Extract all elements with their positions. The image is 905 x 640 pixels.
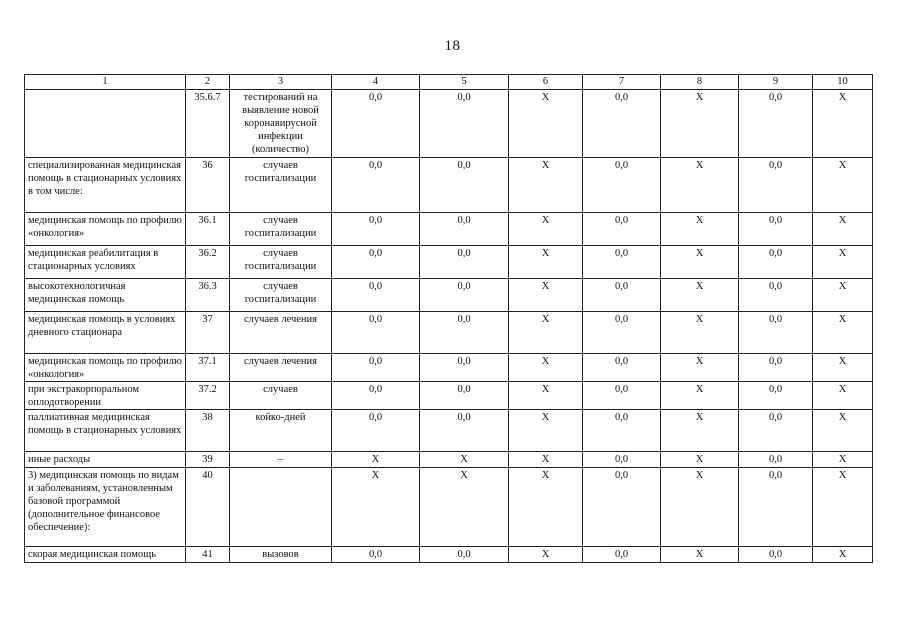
table-row xyxy=(25,246,873,279)
table-cell-col-1: паллиативная медицинская помощь в стационарных условиях xyxy=(25,410,186,452)
table-cell-col-10: X xyxy=(813,452,873,468)
table-cell-col-9: 0,0 xyxy=(739,312,813,354)
table-cell-col-2: 36 xyxy=(186,158,230,213)
table-cell-col-6: X xyxy=(509,213,583,246)
column-header: 1 xyxy=(25,75,186,90)
column-header: 6 xyxy=(509,75,583,90)
column-header: 4 xyxy=(332,75,420,90)
table-row xyxy=(25,312,873,354)
table-cell-col-10: X xyxy=(813,354,873,382)
table-cell-col-2: 36.3 xyxy=(186,279,230,312)
table-cell-col-10: X xyxy=(813,382,873,410)
table-cell-col-6: X xyxy=(509,354,583,382)
table-cell-col-1: медицинская помощь по профилю «онкология» xyxy=(25,213,186,246)
table-cell-col-1 xyxy=(25,90,186,158)
table-row xyxy=(25,354,873,382)
table-cell-col-2: 36.2 xyxy=(186,246,230,279)
table-cell-col-9: 0,0 xyxy=(739,410,813,452)
table-cell-col-9: 0,0 xyxy=(739,468,813,547)
column-header: 7 xyxy=(583,75,661,90)
table-cell-col-9: 0,0 xyxy=(739,246,813,279)
table-cell-col-6: X xyxy=(509,468,583,547)
table-cell-col-10: X xyxy=(813,468,873,547)
data-table xyxy=(24,74,873,563)
table-row xyxy=(25,452,873,468)
column-header: 9 xyxy=(739,75,813,90)
table-cell-col-4: 0,0 xyxy=(332,382,420,410)
table-cell-col-6: X xyxy=(509,279,583,312)
table-cell-col-4: 0,0 xyxy=(332,158,420,213)
table-cell-col-3: случаев xyxy=(230,382,332,410)
table-cell-col-7: 0,0 xyxy=(583,90,661,158)
table-cell-col-4: 0,0 xyxy=(332,279,420,312)
table-cell-col-10: X xyxy=(813,213,873,246)
table-cell-col-5: 0,0 xyxy=(420,547,509,563)
table-cell-col-5: 0,0 xyxy=(420,382,509,410)
table-cell-col-6: X xyxy=(509,90,583,158)
table-cell-col-3: случаев лечения xyxy=(230,312,332,354)
table-row xyxy=(25,158,873,213)
column-header: 3 xyxy=(230,75,332,90)
table-cell-col-10: X xyxy=(813,279,873,312)
table-cell-col-7: 0,0 xyxy=(583,312,661,354)
table-cell-col-7: 0,0 xyxy=(583,410,661,452)
table-cell-col-6: X xyxy=(509,158,583,213)
table-cell-col-5: 0,0 xyxy=(420,90,509,158)
table-cell-col-3: – xyxy=(230,452,332,468)
table-cell-col-2: 41 xyxy=(186,547,230,563)
table-cell-col-9: 0,0 xyxy=(739,90,813,158)
table-row xyxy=(25,410,873,452)
table-cell-col-4: 0,0 xyxy=(332,213,420,246)
table-cell-col-2: 37 xyxy=(186,312,230,354)
table-cell-col-9: 0,0 xyxy=(739,279,813,312)
table-cell-col-8: X xyxy=(661,354,739,382)
table-cell-col-7: 0,0 xyxy=(583,547,661,563)
table-cell-col-2: 37.2 xyxy=(186,382,230,410)
table-cell-col-6: X xyxy=(509,452,583,468)
table-cell-col-7: 0,0 xyxy=(583,279,661,312)
table-cell-col-4: 0,0 xyxy=(332,312,420,354)
table-cell-col-9: 0,0 xyxy=(739,382,813,410)
column-header: 5 xyxy=(420,75,509,90)
table-cell-col-5: 0,0 xyxy=(420,246,509,279)
table-cell-col-10: X xyxy=(813,410,873,452)
table-cell-col-1: медицинская помощь в условиях дневного стационара xyxy=(25,312,186,354)
table-cell-col-1: специализированная медицинская помощь в стационарных условиях в том числе: xyxy=(25,158,186,213)
table-cell-col-4: 0,0 xyxy=(332,90,420,158)
column-header: 8 xyxy=(661,75,739,90)
table-cell-col-3: вызовов xyxy=(230,547,332,563)
table-cell-col-6: X xyxy=(509,410,583,452)
table-cell-col-8: X xyxy=(661,547,739,563)
table-cell-col-5: 0,0 xyxy=(420,354,509,382)
table-row xyxy=(25,468,873,547)
table-cell-col-8: X xyxy=(661,382,739,410)
table-cell-col-2: 37.1 xyxy=(186,354,230,382)
table-cell-col-8: X xyxy=(661,158,739,213)
table-cell-col-9: 0,0 xyxy=(739,354,813,382)
table-cell-col-7: 0,0 xyxy=(583,246,661,279)
table-cell-col-2: 40 xyxy=(186,468,230,547)
table-row xyxy=(25,382,873,410)
table-cell-col-6: X xyxy=(509,382,583,410)
table-cell-col-4: X xyxy=(332,468,420,547)
table-cell-col-8: X xyxy=(661,246,739,279)
table-cell-col-2: 38 xyxy=(186,410,230,452)
table-cell-col-10: X xyxy=(813,90,873,158)
table-cell-col-5: 0,0 xyxy=(420,158,509,213)
table-cell-col-1: при экстракорпоральном оплодотворении xyxy=(25,382,186,410)
table-cell-col-7: 0,0 xyxy=(583,213,661,246)
table-cell-col-3: случаев лечения xyxy=(230,354,332,382)
table-cell-col-7: 0,0 xyxy=(583,468,661,547)
table-cell-col-8: X xyxy=(661,312,739,354)
table-cell-col-6: X xyxy=(509,246,583,279)
table-cell-col-3: койко-дней xyxy=(230,410,332,452)
table-row xyxy=(25,547,873,563)
table-cell-col-6: X xyxy=(509,312,583,354)
table-cell-col-2: 39 xyxy=(186,452,230,468)
table-cell-col-4: 0,0 xyxy=(332,246,420,279)
table-cell-col-9: 0,0 xyxy=(739,158,813,213)
table-row xyxy=(25,279,873,312)
table-cell-col-3 xyxy=(230,468,332,547)
table-cell-col-6: X xyxy=(509,547,583,563)
table-cell-col-7: 0,0 xyxy=(583,382,661,410)
table-cell-col-8: X xyxy=(661,410,739,452)
table-cell-col-10: X xyxy=(813,547,873,563)
table-cell-col-3: тестирований на выявление новой коронавирусной инфекции (количество) xyxy=(230,90,332,158)
table-cell-col-4: X xyxy=(332,452,420,468)
table-cell-col-3: случаев госпитализации xyxy=(230,246,332,279)
table-cell-col-1: медицинская помощь по профилю «онкология» xyxy=(25,354,186,382)
table-cell-col-1: медицинская реабилитация в стационарных условиях xyxy=(25,246,186,279)
table-cell-col-7: 0,0 xyxy=(583,354,661,382)
table-cell-col-9: 0,0 xyxy=(739,213,813,246)
table-cell-col-2: 36.1 xyxy=(186,213,230,246)
table-cell-col-2: 35.6.7 xyxy=(186,90,230,158)
table-cell-col-1: иные расходы xyxy=(25,452,186,468)
table-cell-col-5: X xyxy=(420,452,509,468)
table-cell-col-5: 0,0 xyxy=(420,213,509,246)
table-cell-col-5: 0,0 xyxy=(420,312,509,354)
table-cell-col-3: случаев госпитализации xyxy=(230,213,332,246)
table-cell-col-4: 0,0 xyxy=(332,354,420,382)
table-row xyxy=(25,213,873,246)
table-cell-col-1: скорая медицинская помощь xyxy=(25,547,186,563)
table-cell-col-8: X xyxy=(661,468,739,547)
table-cell-col-7: 0,0 xyxy=(583,452,661,468)
table-cell-col-10: X xyxy=(813,158,873,213)
table-cell-col-9: 0,0 xyxy=(739,547,813,563)
table-cell-col-5: 0,0 xyxy=(420,410,509,452)
table-cell-col-9: 0,0 xyxy=(739,452,813,468)
table-cell-col-8: X xyxy=(661,452,739,468)
page-number: 18 xyxy=(444,38,461,54)
column-header: 10 xyxy=(813,75,873,90)
table-cell-col-5: 0,0 xyxy=(420,279,509,312)
table-cell-col-3: случаев госпитализации xyxy=(230,279,332,312)
table-cell-col-4: 0,0 xyxy=(332,410,420,452)
table-cell-col-8: X xyxy=(661,90,739,158)
table-cell-col-1: 3) медицинская помощь по видам и заболеваниям, установленным базовой программой (дополнительное финансовое обеспечение): xyxy=(25,468,186,547)
table-cell-col-7: 0,0 xyxy=(583,158,661,213)
table-cell-col-5: X xyxy=(420,468,509,547)
column-header: 2 xyxy=(186,75,230,90)
table-cell-col-10: X xyxy=(813,312,873,354)
table-cell-col-1: высокотехнологичная медицинская помощь xyxy=(25,279,186,312)
header-row xyxy=(25,75,873,90)
table-cell-col-4: 0,0 xyxy=(332,547,420,563)
table-cell-col-8: X xyxy=(661,279,739,312)
table-cell-col-3: случаев госпитализации xyxy=(230,158,332,213)
table-row xyxy=(25,90,873,158)
table-cell-col-8: X xyxy=(661,213,739,246)
table-cell-col-10: X xyxy=(813,246,873,279)
